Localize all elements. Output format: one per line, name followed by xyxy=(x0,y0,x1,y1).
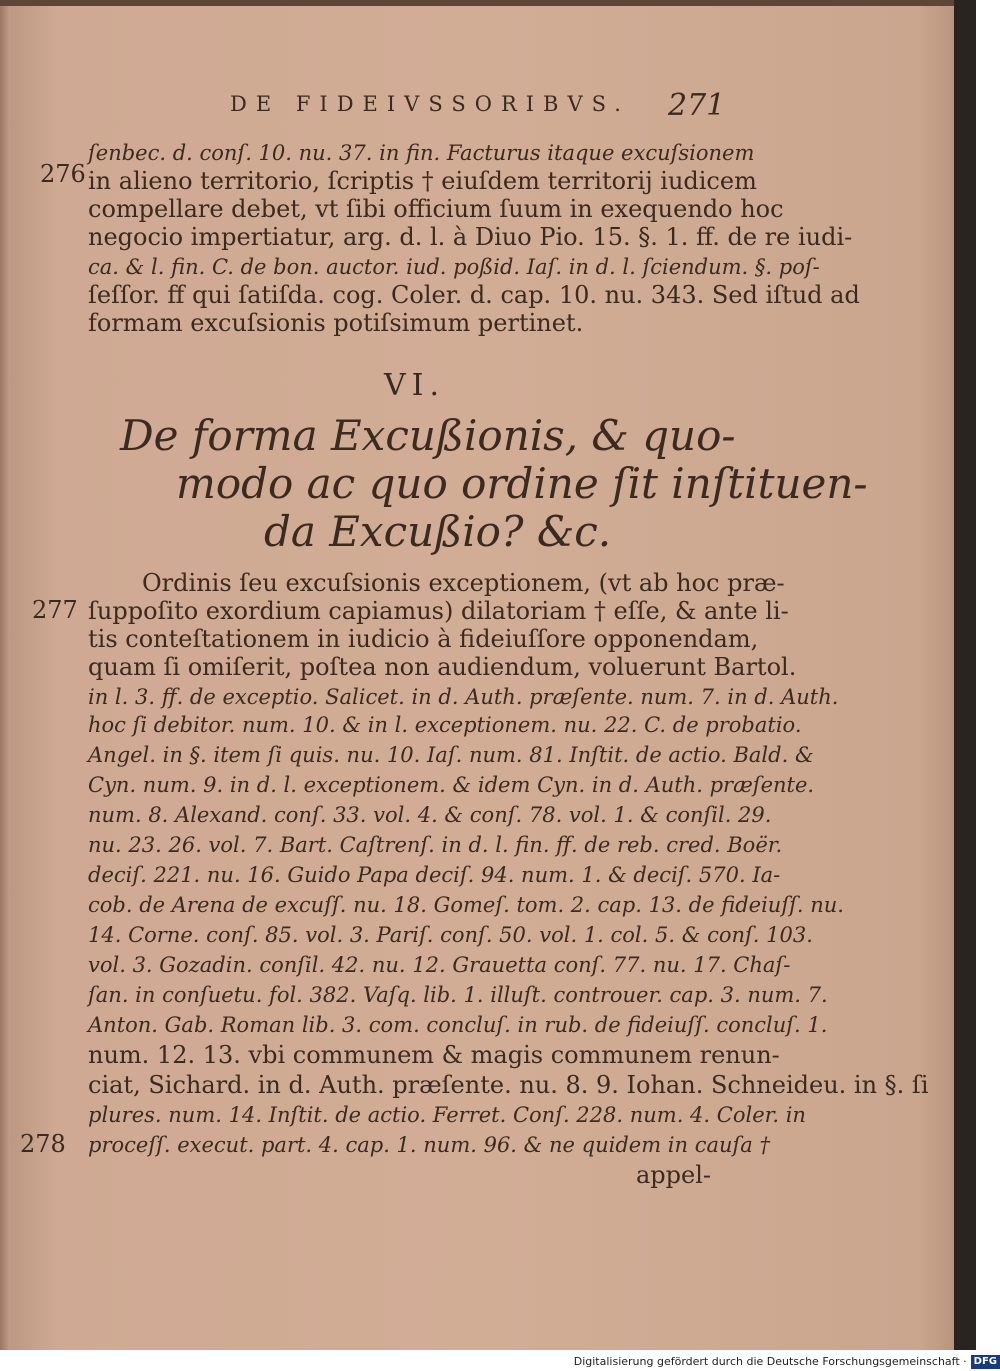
section-title-line: De forma Excußionis, & quo- xyxy=(120,411,736,460)
text-line: negocio impertiatur, arg. d. l. à Diuo Pio. 15. §. 1. ff. de re iudi- xyxy=(88,223,853,251)
section-title-line: da Excußio? &c. xyxy=(264,507,612,556)
page-number: 271 xyxy=(668,88,726,123)
text-line: Cyn. num. 9. in d. l. exceptionem. & idem Cyn. in d. Auth. præſente. xyxy=(88,773,815,797)
text-line: quam ſi omiſerit, poſtea non audiendum, voluerunt Bartol. xyxy=(88,653,797,681)
text-line: ſuppoſito exordium capiamus) dilatoriam † eſſe, & ante li- xyxy=(88,597,789,625)
text-line: hoc ſi debitor. num. 10. & in l. exceptionem. nu. 22. C. de probatio. xyxy=(88,713,802,737)
text-line: ciat, Sichard. in d. Auth. præſente. nu. 8. 9. Iohan. Schneideu. in §. ſi xyxy=(88,1071,929,1099)
text-line: Angel. in §. item ſi quis. nu. 10. Iaſ. num. 81. Inſtit. de actio. Bald. & xyxy=(88,743,814,767)
section-number: VI. xyxy=(384,368,446,403)
text-line: ca. & l. fin. C. de bon. auctor. iud. poßid. Iaſ. in d. l. ſciendum. §. poſ- xyxy=(88,255,820,279)
scan-right-edge xyxy=(954,0,976,1350)
text-line: num. 8. Alexand. conſ. 33. vol. 4. & conſ. 78. vol. 1. & conſil. 29. xyxy=(88,803,772,827)
text-line: Ordinis ſeu excuſsionis exceptionem, (vt ab hoc præ- xyxy=(142,569,785,597)
text-line: plures. num. 14. Inſtit. de actio. Ferret. Conſ. 228. num. 4. Coler. in xyxy=(88,1103,806,1127)
running-head: DE FIDEIVSSORIBVS. xyxy=(230,92,630,116)
page-spine-shadow xyxy=(0,0,10,1350)
dfg-logo: DFG xyxy=(971,1355,1000,1369)
credit-text: Digitalisierung gefördert durch die Deutsche Forschungsgemeinschaft · xyxy=(573,1355,967,1368)
section-title-line: modo ac quo ordine ſit inſtituen- xyxy=(176,459,868,508)
text-line: ſenbec. d. conſ. 10. nu. 37. in fin. Facturus itaque excuſsionem xyxy=(88,141,755,165)
text-line: ſeſſor. ff qui ſatiſda. cog. Coler. d. cap. 10. nu. 343. Sed iſtud ad xyxy=(88,281,860,309)
text-line: cob. de Arena de excuſſ. nu. 18. Gomeſ. tom. 2. cap. 13. de fideiuſſ. nu. xyxy=(88,893,844,917)
text-line: tis conteſtationem in iudicio à fideiuſſore opponendam, xyxy=(88,625,759,653)
text-line: deciſ. 221. nu. 16. Guido Papa deciſ. 94. num. 1. & deciſ. 570. Ia- xyxy=(88,863,781,887)
text-line: in l. 3. ff. de exceptio. Salicet. in d. Auth. præſente. num. 7. in d. Auth. xyxy=(88,685,839,709)
text-line: in alieno territorio, ſcriptis † eiuſdem territorij iudicem xyxy=(88,167,757,195)
margin-number: 277 xyxy=(32,596,78,624)
text-line: Anton. Gab. Roman lib. 3. com. concluſ. in rub. de fideiuſſ. concluſ. 1. xyxy=(88,1013,828,1037)
text-line: nu. 23. 26. vol. 7. Bart. Caſtrenſ. in d. l. fin. ff. de reb. cred. Boër. xyxy=(88,833,783,857)
scan-top-edge xyxy=(0,0,976,6)
text-line: num. 12. 13. vbi communem & magis communem renun- xyxy=(88,1041,780,1069)
text-line: formam excuſsionis potiſsimum pertinet. xyxy=(88,309,584,337)
text-line: proceſſ. execut. part. 4. cap. 1. num. 96. & ne quidem in cauſa † xyxy=(88,1133,770,1157)
digitization-credit xyxy=(560,1352,1000,1371)
text-line: vol. 3. Gozadin. conſil. 42. nu. 12. Grauetta conſ. 77. nu. 17. Chaſ- xyxy=(88,953,791,977)
margin-number: 278 xyxy=(20,1130,66,1158)
text-line: ſan. in conſuetu. fol. 382. Vaſq. lib. 1. illuſt. controuer. cap. 3. num. 7. xyxy=(88,983,828,1007)
text-line: compellare debet, vt ſibi officium ſuum in exequendo hoc xyxy=(88,195,784,223)
margin-number: 276 xyxy=(40,160,86,188)
text-line: 14. Corne. conſ. 85. vol. 3. Pariſ. conſ. 50. vol. 1. col. 5. & conſ. 103. xyxy=(88,923,813,947)
catchword: appel- xyxy=(636,1161,712,1189)
